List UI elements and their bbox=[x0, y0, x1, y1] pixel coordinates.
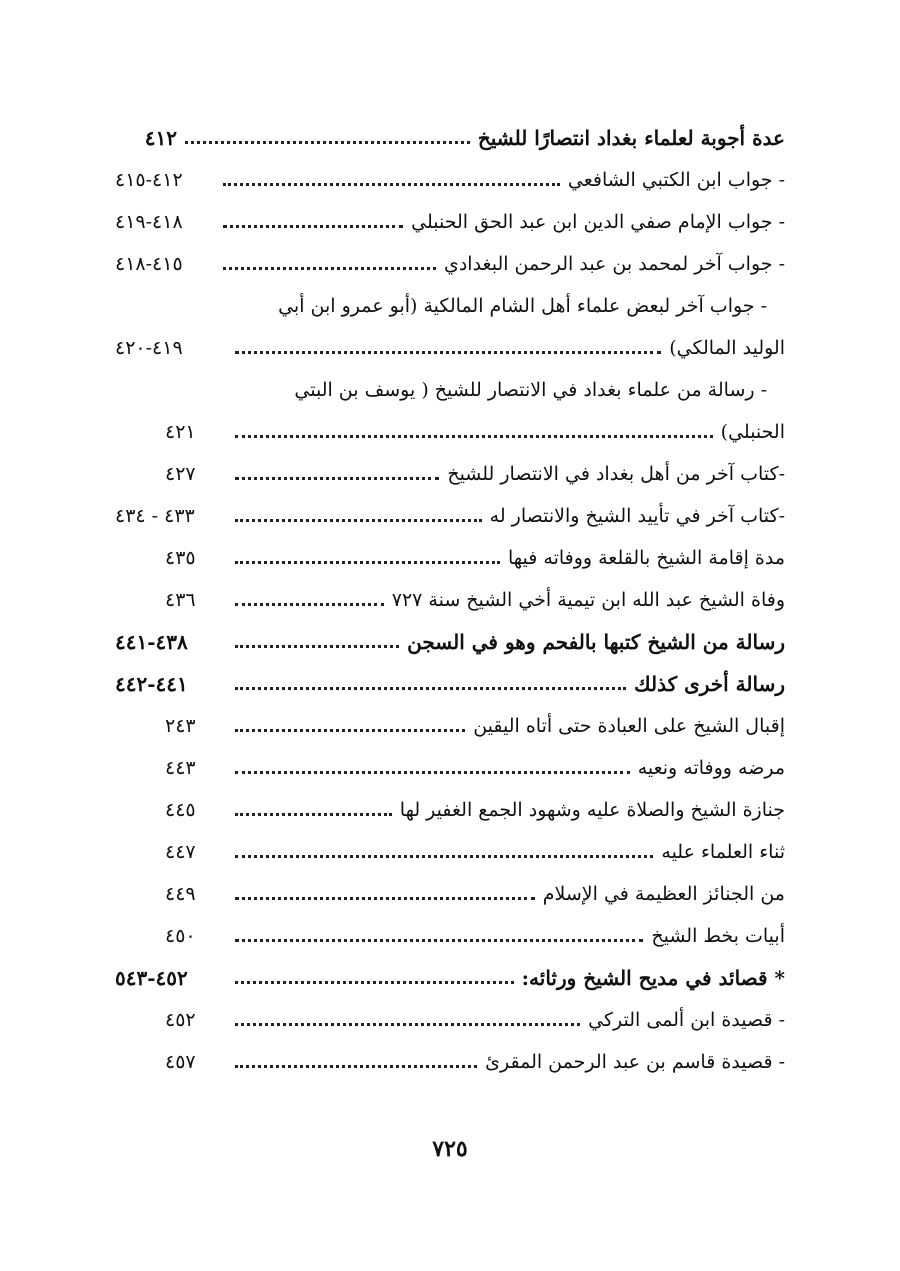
table-of-contents bbox=[115, 108, 785, 1074]
toc-entry-pages: ٤٥٠ bbox=[165, 925, 196, 947]
toc-entry bbox=[115, 528, 785, 570]
page-number: ٧٢٥ bbox=[432, 1136, 468, 1162]
toc-entry bbox=[115, 570, 785, 612]
dot-leader bbox=[235, 771, 630, 774]
dot-leader bbox=[185, 141, 470, 144]
toc-entry-pages: ٤٤٣ bbox=[165, 757, 196, 779]
toc-entry bbox=[115, 612, 785, 654]
toc-entry bbox=[115, 696, 785, 738]
dot-leader bbox=[235, 1023, 580, 1026]
toc-entry bbox=[115, 486, 785, 528]
dot-leader bbox=[223, 225, 403, 228]
toc-entry-pages: ٤١٨-٤١٩ bbox=[115, 211, 183, 233]
dot-leader bbox=[235, 687, 626, 690]
toc-entry-pages: ٤٤١-٤٤٢ bbox=[115, 672, 188, 696]
toc-entry-title: إقبال الشيخ على العبادة حتى أتاه اليقين bbox=[473, 715, 785, 737]
toc-entry-pages: ٤٣٦ bbox=[165, 589, 196, 611]
toc-entry-title-line2: الحنبلي) bbox=[720, 421, 785, 443]
toc-entry-title: من الجنائز العظيمة في الإسلام bbox=[542, 883, 785, 905]
toc-entry bbox=[115, 234, 785, 276]
toc-entry-title: مدة إقامة الشيخ بالقلعة ووفاته فيها bbox=[507, 547, 785, 569]
toc-entry-title: عدة أجوبة لعلماء بغداد انتصارًا للشيخ bbox=[477, 126, 785, 150]
toc-entry-pages: ٤١٩-٤٢٠ bbox=[115, 337, 183, 359]
dot-leader bbox=[235, 855, 653, 858]
toc-entry bbox=[115, 990, 785, 1032]
toc-entry-pages: ٤٣٣ - ٤٣٤ bbox=[115, 505, 195, 527]
toc-entry-pages: ٤٥٧ bbox=[165, 1051, 196, 1073]
toc-entry-pages: ٤٤٧ bbox=[165, 841, 196, 863]
dot-leader bbox=[235, 981, 514, 984]
toc-entry-pages: ٤٥٢ bbox=[165, 1009, 196, 1031]
toc-entry-title: -كتاب آخر من أهل بغداد في الانتصار للشيخ bbox=[447, 463, 785, 485]
toc-entry-pages: ٤٤٥ bbox=[165, 799, 196, 821]
toc-entry-pages: ٤٢٧ bbox=[165, 463, 196, 485]
toc-entry bbox=[115, 318, 785, 360]
toc-entry-pages: ٤٤٩ bbox=[165, 883, 196, 905]
toc-entry-pages: ٢٤٣ bbox=[165, 715, 196, 737]
toc-entry-title: جنازة الشيخ والصلاة عليه وشهود الجمع الغفير لها bbox=[399, 799, 785, 821]
toc-entry-pages: ٤٣٥ bbox=[165, 547, 196, 569]
toc-entry-title: -كتاب آخر في تأييد الشيخ والانتصار له bbox=[489, 505, 785, 527]
toc-entry-title: - قصيدة قاسم بن عبد الرحمن المقرئ bbox=[485, 1051, 785, 1073]
toc-entry-title: - جواب الإمام صفي الدين ابن عبد الحق الحنبلي bbox=[411, 211, 785, 233]
toc-entry-title: رسالة أخرى كذلك bbox=[634, 672, 785, 696]
toc-entry-title: - قصيدة ابن ألمى التركي bbox=[588, 1009, 785, 1031]
toc-entry-title: رسالة من الشيخ كتبها بالفحم وهو في السجن bbox=[407, 630, 785, 654]
dot-leader bbox=[235, 561, 500, 564]
toc-entry bbox=[115, 654, 785, 696]
toc-entry bbox=[115, 192, 785, 234]
dot-leader bbox=[235, 477, 439, 480]
toc-entry bbox=[115, 822, 785, 864]
toc-entry-title: - جواب آخر لمحمد بن عبد الرحمن البغدادي bbox=[443, 253, 785, 275]
dot-leader bbox=[235, 897, 535, 900]
toc-entry-title: مرضه ووفاته ونعيه bbox=[637, 757, 785, 779]
toc-entry-title-line2: الوليد المالكي) bbox=[669, 337, 785, 359]
toc-entry bbox=[115, 402, 785, 444]
dot-leader bbox=[235, 729, 465, 732]
dot-leader bbox=[223, 183, 560, 186]
toc-entry-pages: ٤٢١ bbox=[165, 421, 196, 443]
toc-entry-pages: ٤٥٢-٥٤٣ bbox=[115, 966, 188, 990]
dot-leader bbox=[235, 645, 399, 648]
toc-entry bbox=[115, 150, 785, 192]
toc-entry-pages: ٤١٢-٤١٥ bbox=[115, 169, 183, 191]
toc-entry-title-line1: - رسالة من علماء بغداد في الانتصار للشيخ ( يوسف بن البتي bbox=[294, 379, 767, 401]
toc-entry-title: أبيات بخط الشيخ bbox=[651, 925, 785, 947]
dot-leader bbox=[235, 435, 713, 438]
toc-entry-title: * قصائد في مديح الشيخ ورثائه: bbox=[521, 966, 785, 990]
toc-entry bbox=[115, 948, 785, 990]
toc-entry bbox=[115, 906, 785, 948]
toc-entry bbox=[115, 864, 785, 906]
dot-leader bbox=[235, 351, 661, 354]
toc-entry-pages: ٤١٢ bbox=[144, 126, 177, 150]
toc-entry-pages: ٤٣٨-٤٤١ bbox=[115, 630, 188, 654]
toc-entry-pages: ٤١٥-٤١٨ bbox=[115, 253, 183, 275]
toc-entry-title: - جواب ابن الكتبي الشافعي bbox=[567, 169, 785, 191]
toc-entry bbox=[115, 1032, 785, 1074]
dot-leader bbox=[235, 1065, 477, 1068]
toc-entry bbox=[115, 444, 785, 486]
toc-entry bbox=[115, 738, 785, 780]
toc-entry-title-line1: - جواب آخر لبعض علماء أهل الشام المالكية (أبو عمرو ابن أبي bbox=[278, 295, 767, 317]
toc-entry-title: ثناء العلماء عليه bbox=[661, 841, 785, 863]
toc-entry-title: وفاة الشيخ عبد الله ابن تيمية أخي الشيخ سنة ٧٢٧ bbox=[391, 589, 785, 611]
dot-leader bbox=[223, 267, 436, 270]
dot-leader bbox=[235, 603, 384, 606]
toc-entry bbox=[115, 108, 785, 150]
toc-entry bbox=[115, 780, 785, 822]
dot-leader bbox=[235, 813, 392, 816]
dot-leader bbox=[235, 939, 643, 942]
dot-leader bbox=[235, 519, 482, 522]
